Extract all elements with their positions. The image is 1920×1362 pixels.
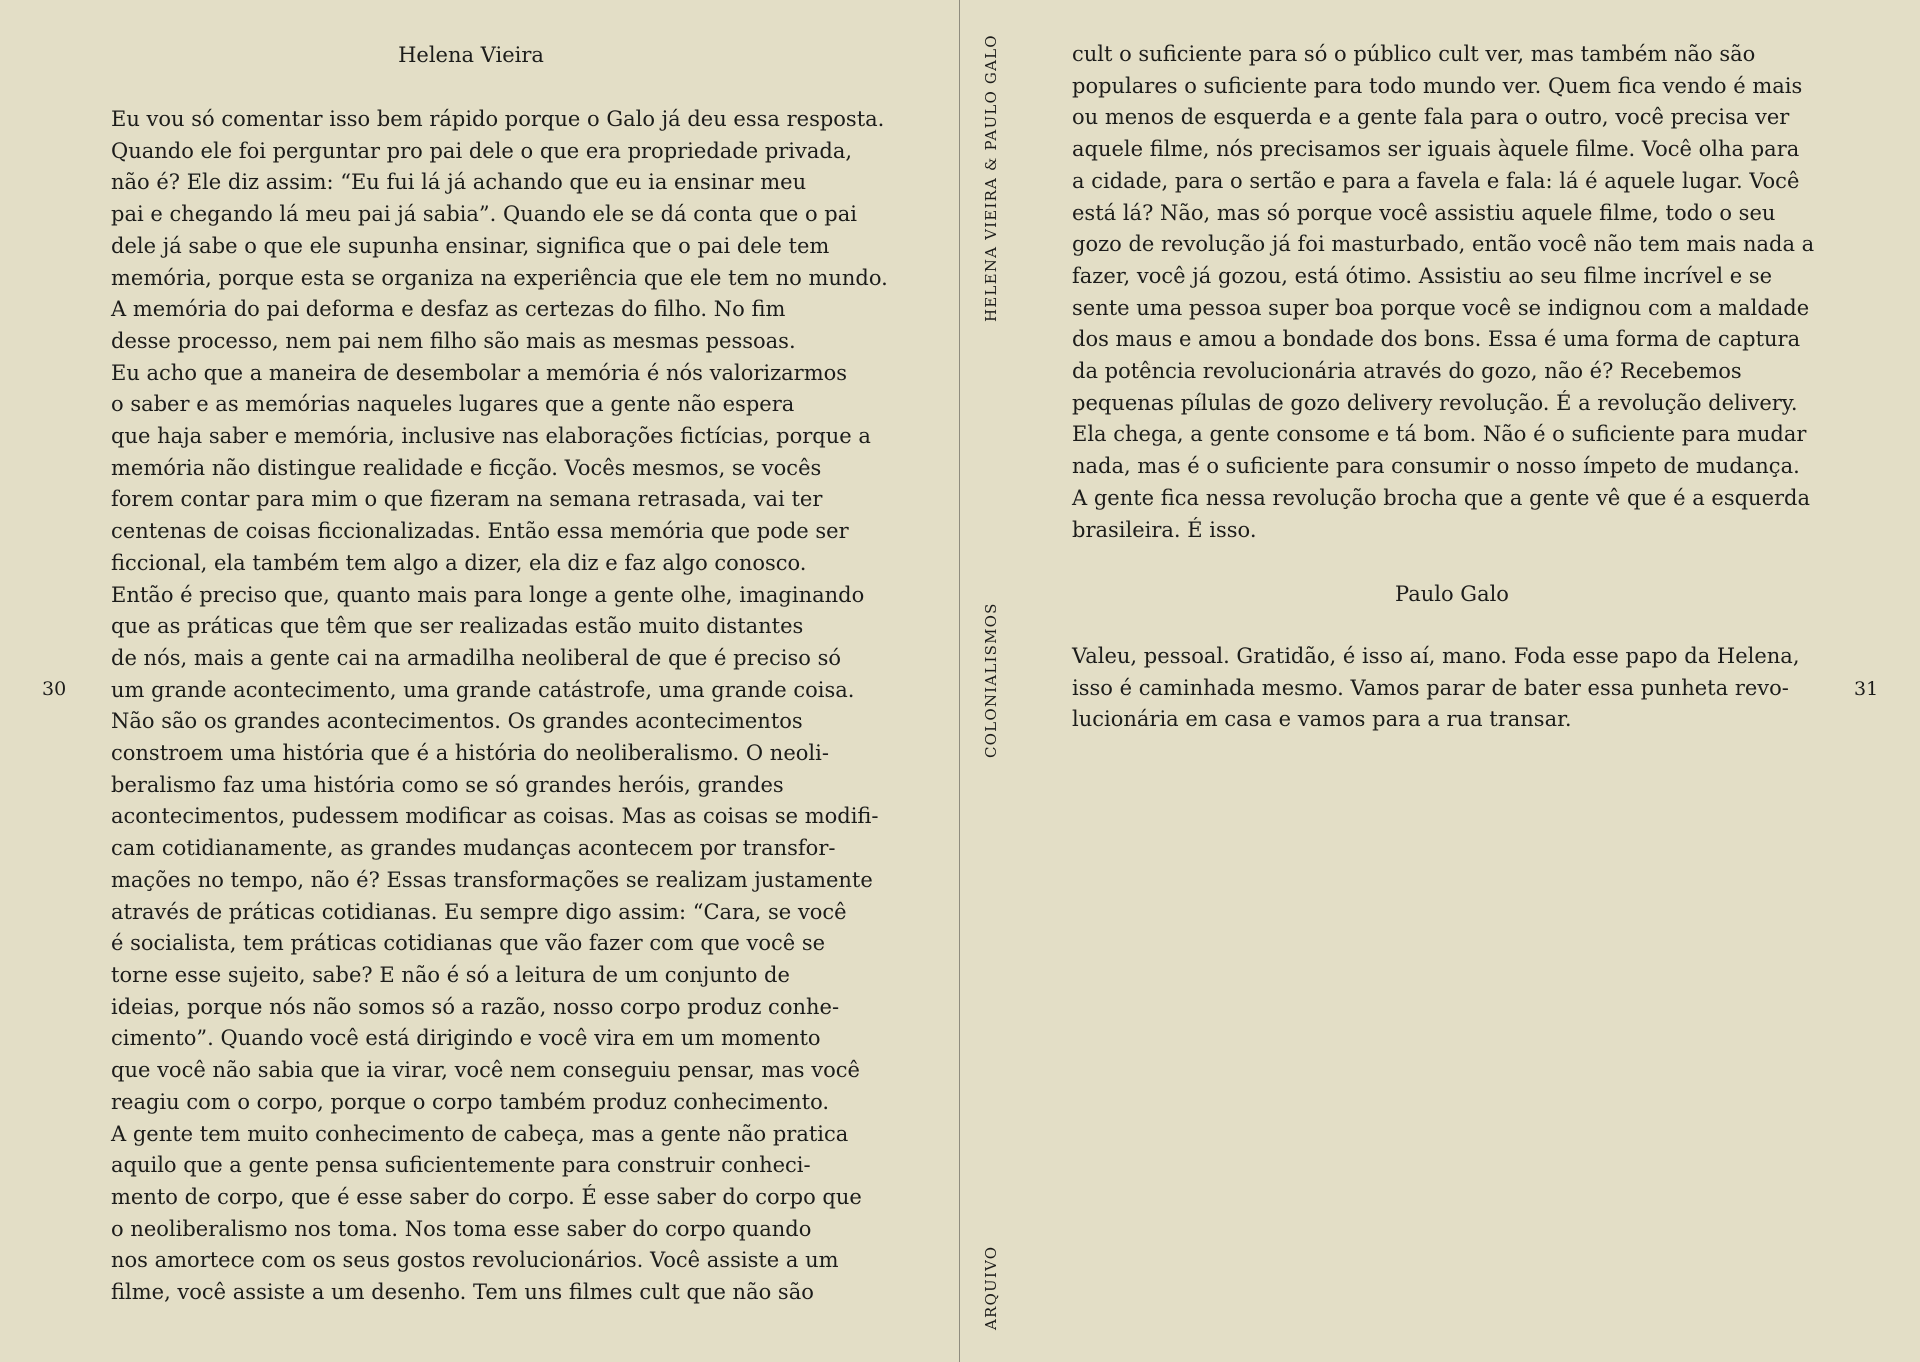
text-line: não é? Ele diz assim: “Eu fui lá já achando que eu ia ensinar meu [111,170,807,195]
text-line: pequenas pílulas de gozo delivery revolução. É a revolução delivery. [1072,390,1798,415]
text-line: o neoliberalismo nos toma. Nos toma esse saber do corpo quando [111,1216,812,1241]
speaker-name-helena: Helena Vieira [398,43,544,67]
text-line: gozo de revolução já foi masturbado, então você não tem mais nada a [1072,232,1815,257]
text-line: Não são os grandes acontecimentos. Os grandes acontecimentos [111,709,803,734]
text-line: Valeu, pessoal. Gratidão, é isso aí, mano. Foda esse papo da Helena, [1072,644,1800,668]
running-head-series: ARQUIVO [982,1245,1000,1330]
left-page [0,0,958,1362]
text-line: é socialista, tem práticas cotidianas que vão fazer com que você se [111,931,826,956]
text-line: dos maus e amou a bondade dos bons. Essa é uma forma de captura [1072,327,1801,352]
text-line: nada, mas é o suficiente para consumir o nosso ímpeto de mudança. [1072,454,1800,479]
text-line: ficcional, ela também tem algo a dizer, ela diz e faz algo conosco. [111,550,807,575]
text-line: Quando ele foi perguntar pro pai dele o que era propriedade privada, [111,138,853,163]
text-line: centenas de coisas ficcionalizadas. Então essa memória que pode ser [111,519,849,544]
text-line: isso é caminhada mesmo. Vamos parar de bater essa punheta revo- [1072,675,1789,700]
text-line: forem contar para mim o que fizeram na semana retrasada, vai ter [111,487,823,512]
text-line: torne esse sujeito, sabe? E não é só a leitura de um conjunto de [111,962,790,987]
text-line: que as práticas que têm que ser realizadas estão muito distantes [111,614,804,639]
text-line: cam cotidianamente, as grandes mudanças acontecem por transfor- [111,836,836,861]
text-line: acontecimentos, pudessem modificar as coisas. Mas as coisas se modifi- [111,804,879,829]
text-line: populares o suficiente para todo mundo ver. Quem fica vendo é mais [1072,73,1803,98]
text-line: pai e chegando lá meu pai já sabia”. Quando ele se dá conta que o pai [111,202,857,227]
right-page-body [1072,39,1842,546]
text-line: A gente fica nessa revolução brocha que a gente vê que é a esquerda [1072,485,1811,510]
text-line: desse processo, nem pai nem filho são mais as mesmas pessoas. [111,328,796,353]
text-line: brasileira. É isso. [1072,517,1257,542]
right-page [961,0,1920,1362]
text-line: que você não sabia que ia virar, você nem conseguiu pensar, mas você [111,1058,860,1083]
text-line: que haja saber e memória, inclusive nas elaborações fictícias, porque a [111,424,871,449]
text-line: de nós, mais a gente cai na armadilha neoliberal de que é preciso só [111,645,842,670]
text-line: reagiu com o corpo, porque o corpo também produz conhecimento. [111,1089,830,1114]
text-line: aquele filme, nós precisamos ser iguais àquele filme. Você olha para [1072,137,1800,162]
text-line: fazer, você já gozou, está ótimo. Assistiu ao seu filme incrível e se [1072,263,1773,288]
text-line: filme, você assiste a um desenho. Tem uns filmes cult que não são [111,1280,814,1305]
text-line: mento de corpo, que é esse saber do corpo. É esse saber do corpo que [111,1184,862,1209]
text-line: nos amortece com os seus gostos revolucionários. Você assiste a um [111,1248,839,1273]
text-line: mações no tempo, não é? Essas transformações se realizam justamente [111,867,873,892]
text-line: o saber e as memórias naqueles lugares que a gente não espera [111,392,795,417]
text-line: Eu acho que a maneira de desembolar a memória é nós valorizarmos [111,360,848,385]
paulo-galo-statement [1072,641,1842,736]
gutter-line [959,0,960,1362]
text-line: através de práticas cotidianas. Eu sempre digo assim: “Cara, se você [111,899,847,924]
text-line: Ela chega, a gente consome e tá bom. Não é o suficiente para mudar [1072,422,1807,447]
text-line: Eu vou só comentar isso bem rápido porque o Galo já deu essa resposta. [111,107,885,131]
page-number-left: 30 [42,678,67,700]
text-line: ou menos de esquerda e a gente fala para o outro, você precisa ver [1072,105,1790,130]
text-line: aquilo que a gente pensa suficientemente para construir conheci- [111,1153,811,1178]
text-line: constroem uma história que é a história do neoliberalismo. O neoli- [111,741,829,766]
text-line: dele já sabe o que ele supunha ensinar, significa que o pai dele tem [111,233,830,258]
text-line: A gente tem muito conhecimento de cabeça, mas a gente não pratica [111,1121,849,1146]
text-line: memória, porque esta se organiza na experiência que ele tem no mundo. [111,265,888,290]
text-line: cult o suficiente para só o público cult ver, mas também não são [1072,42,1756,66]
text-line: Então é preciso que, quanto mais para longe a gente olhe, imaginando [111,582,865,607]
page-number-right: 31 [1854,678,1879,700]
speaker-name-paulo: Paulo Galo [1395,582,1509,606]
text-line: A memória do pai deforma e desfaz as certezas do filho. No fim [111,297,786,322]
running-head-section: COLONIALISMOS [982,602,1000,758]
text-line: sente uma pessoa super boa porque você se indignou com a maldade [1072,295,1810,320]
text-line: cimento”. Quando você está dirigindo e você vira em um momento [111,1026,821,1051]
text-line: ideias, porque nós não somos só a razão, nosso corpo produz conhe- [111,994,840,1019]
text-line: está lá? Não, mas só porque você assistiu aquele filme, todo o seu [1072,200,1776,225]
running-head-authors: HELENA VIEIRA & PAULO GALO [982,34,1000,322]
text-line: a cidade, para o sertão e para a favela e fala: lá é aquele lugar. Você [1072,168,1800,193]
text-line: memória não distingue realidade e ficção. Vocês mesmos, se vocês [111,455,822,480]
text-line: da potência revolucionária através do gozo, não é? Recebemos [1072,359,1742,384]
text-line: beralismo faz uma história como se só grandes heróis, grandes [111,772,784,797]
left-page-body [111,104,891,1309]
text-line: lucionária em casa e vamos para a rua transar. [1072,707,1572,732]
text-line: um grande acontecimento, uma grande catástrofe, uma grande coisa. [111,677,855,702]
